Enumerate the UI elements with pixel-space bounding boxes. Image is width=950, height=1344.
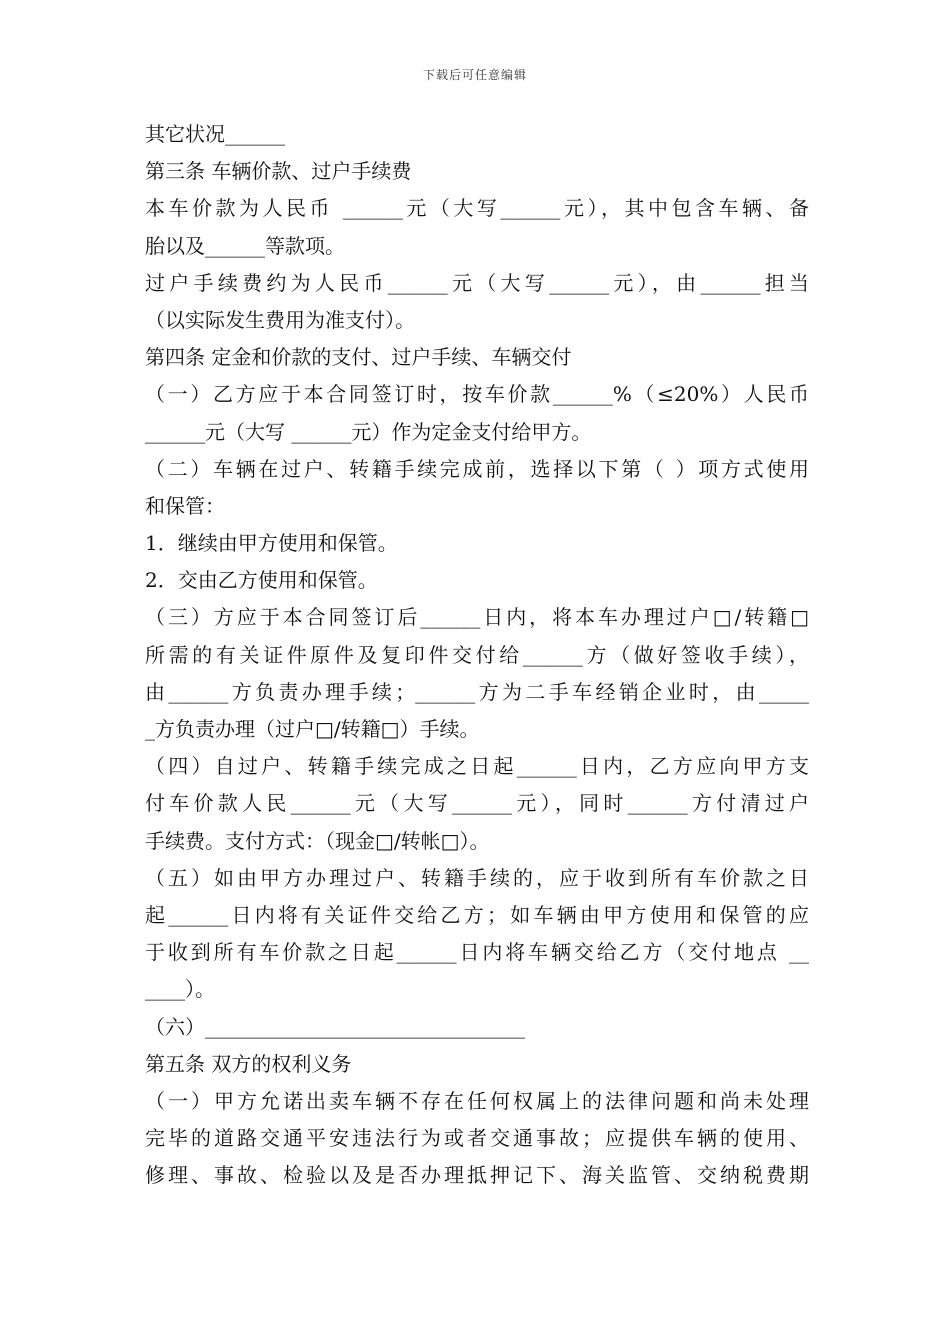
text-line-26: 第五条 双方的权利义务 (145, 1051, 352, 1076)
text-line-2: 第三条 车辆价款、过户手续费 (145, 159, 412, 184)
text-line-4: 胎以及______等款项。 (145, 233, 345, 258)
text-line-11: 和保管： (145, 493, 225, 518)
text-line-5: 过户手续费约为人民币______元（大写______元），由______担当 (145, 270, 809, 295)
text-line-16: 由______方负责办理手续；______方为二手车经销企业时，由_____ (145, 679, 809, 704)
text-line-25: （六）________________________________ (145, 1014, 525, 1039)
text-line-23: 于收到所有车价款之日起______日内将车辆交给乙方（交付地点 __ (145, 940, 809, 965)
text-line-22: 起______日内将有关证件交给乙方；如车辆由甲方使用和保管的应 (145, 902, 809, 927)
text-line-20: 手续费。支付方式：（现金□/转帐□）。 (145, 828, 490, 853)
text-line-21: （五）如由甲方办理过户、转籍手续的，应于收到所有车价款之日 (145, 865, 809, 890)
text-line-29: 修理、事故、检验以及是否办理抵押记下、海关监管、交纳税费期 (145, 1163, 809, 1188)
text-line-7: 第四条 定金和价款的支付、过户手续、车辆交付 (145, 345, 572, 370)
text-line-12: 1．继续由甲方使用和保管。 (145, 531, 398, 556)
text-line-8: （一）乙方应于本合同签订时，按车价款______%（≤20%）人民币 (145, 382, 809, 407)
document-body (145, 116, 809, 1194)
page-header: 下载后可任意编辑 (422, 68, 527, 82)
text-line-1: 其它状况______ (145, 122, 285, 146)
text-line-9: ______元（大写 ______元）作为定金支付给甲方。 (145, 419, 592, 444)
text-line-19: 付车价款人民______元（大写______元），同时______方付清过户 (145, 791, 809, 816)
text-line-15: 所需的有关证件原件及复印件交付给______方（做好签收手续）， (145, 642, 809, 667)
text-line-24: ____）。 (145, 977, 215, 1002)
text-line-13: 2．交由乙方使用和保管。 (145, 568, 378, 593)
text-line-28: 完毕的道路交通平安违法行为或者交通事故；应提供车辆的使用、 (145, 1126, 809, 1151)
text-line-17: _方负责办理（过户□/转籍□）手续。 (145, 717, 480, 741)
text-line-18: （四）自过户、转籍手续完成之日起______日内，乙方应向甲方支 (145, 754, 809, 779)
text-line-10: （二）车辆在过户、转籍手续完成前，选择以下第（ ）项方式使用 (145, 456, 809, 481)
text-line-3: 本车价款为人民币 ______元（大写______元），其中包含车辆、备 (145, 196, 809, 221)
text-line-6: （以实际发生费用为准支付）。 (145, 307, 415, 332)
text-line-27: （一）甲方允诺出卖车辆不存在任何权属上的法律问题和尚未处理 (145, 1088, 809, 1113)
text-line-14: （三）方应于本合同签订后______日内，将本车办理过户□/转籍□ (145, 605, 809, 630)
